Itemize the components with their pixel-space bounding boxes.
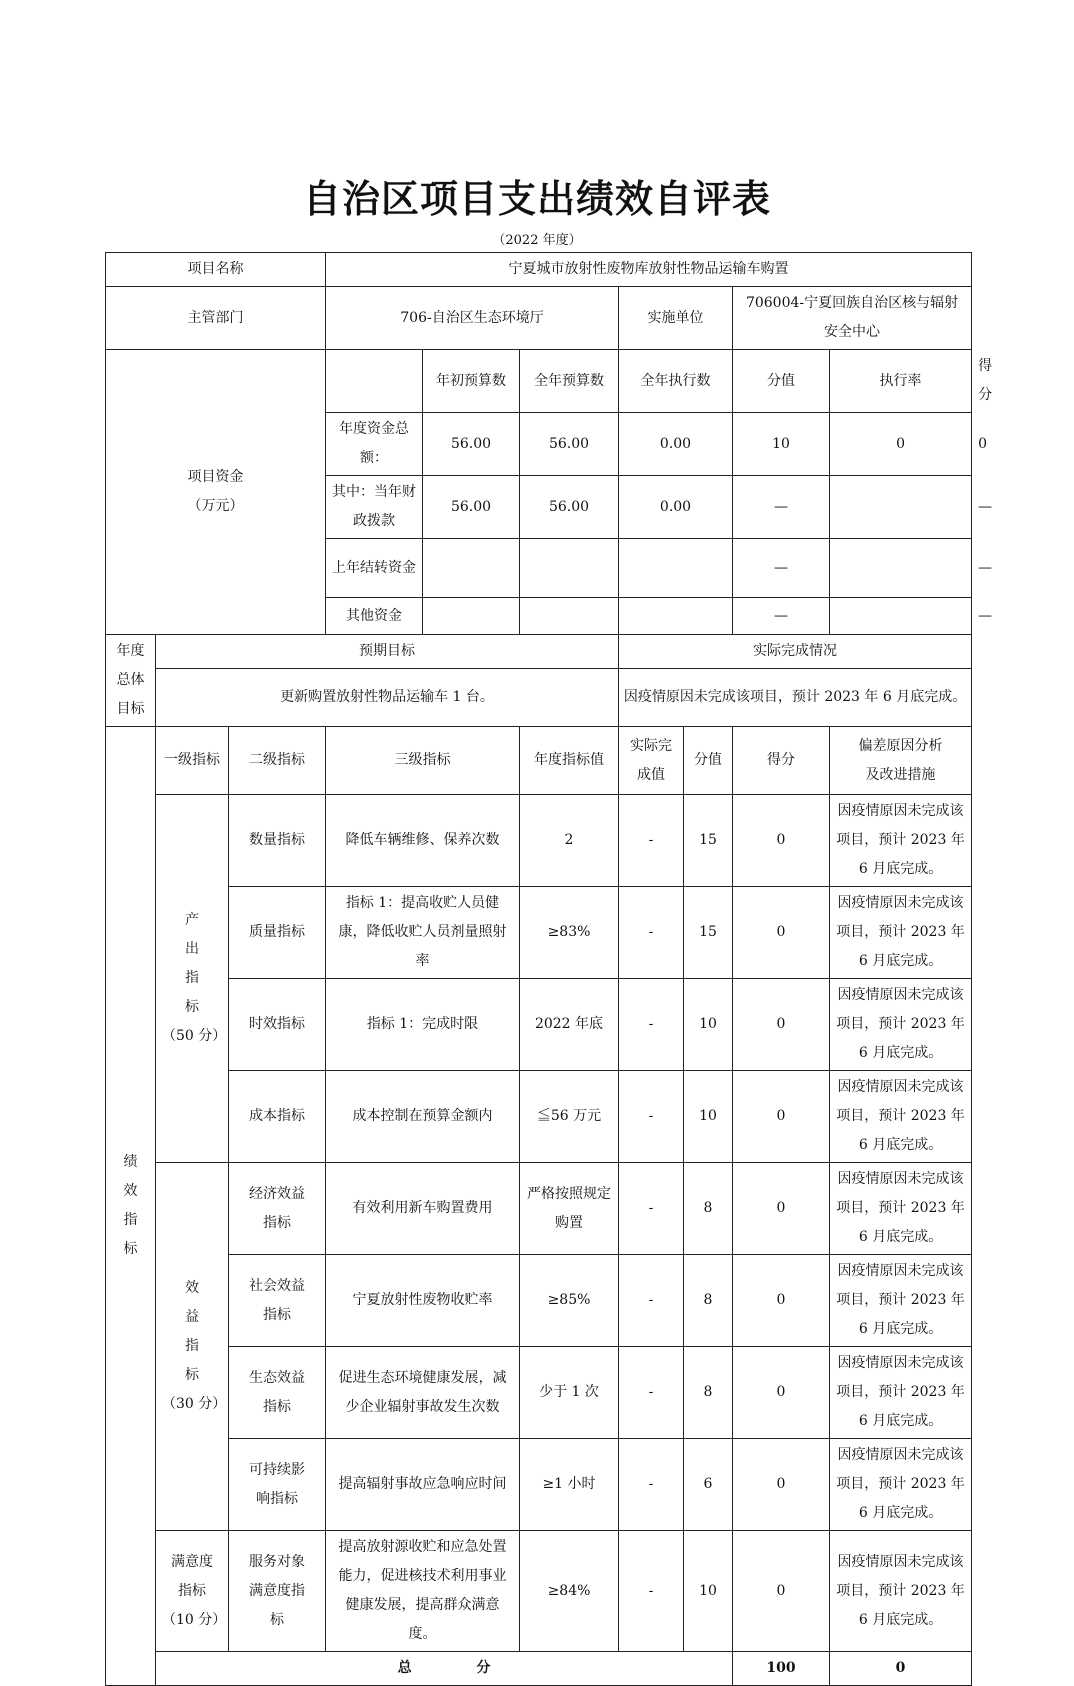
output-group-label <box>156 795 229 1163</box>
indicator-reason: 因疫情原因未完成该项目，预计 2023 年 6 月底完成。 <box>830 795 972 887</box>
header-target: 年度指标值 <box>520 727 619 795</box>
indicators-label-1: 绩 <box>123 1154 138 1170</box>
indicator-level2: 质量指标 <box>229 887 326 979</box>
impl-label: 实施单位 <box>619 287 733 350</box>
indicators-label-2: 效 <box>123 1183 138 1199</box>
funds-row: 年度资金总额： 56.00 56.00 0.00 10 0 0 <box>106 413 972 476</box>
output-group-char: 标 <box>185 999 199 1015</box>
funds-row-full <box>520 598 619 635</box>
self-evaluation-table <box>105 252 993 1686</box>
indicator-target: 2022 年底 <box>520 979 619 1071</box>
indicator-score: 8 <box>684 1255 733 1347</box>
indicator-actual: - <box>619 1255 684 1347</box>
funds-header-score: 分值 <box>733 350 830 413</box>
indicator-level3: 提高放射源收贮和应急处置能力，促进核技术利用事业健康发展，提高群众满意度。 <box>326 1531 520 1652</box>
indicator-level3: 促进生态环境健康发展，减少企业辐射事故发生次数 <box>326 1347 520 1439</box>
funds-row-score: — <box>733 476 830 539</box>
funds-label-line1: 项目资金 <box>187 469 244 485</box>
indicator-got: 0 <box>733 795 830 887</box>
indicators-label <box>106 727 156 1686</box>
indicator-level3: 降低车辆维修、保养次数 <box>326 795 520 887</box>
actual-goal: 因疫情原因未完成该项目，预计 2023 年 6 月底完成。 <box>619 669 972 727</box>
funds-row-score: — <box>733 539 830 598</box>
indicator-level2: 经济效益指标 <box>229 1163 326 1255</box>
indicator-reason: 因疫情原因未完成该项目，预计 2023 年 6 月底完成。 <box>830 1439 972 1531</box>
project-value: 宁夏城市放射性废物库放射性物品运输车购置 <box>326 253 972 287</box>
funds-row-initial: 56.00 <box>423 413 520 476</box>
expected-goal-label: 预期目标 <box>156 635 619 669</box>
funds-header-full: 全年预算数 <box>520 350 619 413</box>
funds-row-exec <box>619 598 733 635</box>
project-row <box>106 253 972 287</box>
indicator-row <box>106 1347 972 1439</box>
goals-label <box>106 635 156 727</box>
indicator-level2: 成本指标 <box>229 1071 326 1163</box>
funds-row: 上年结转资金 — — <box>106 539 972 598</box>
indicator-target: ≥85% <box>520 1255 619 1347</box>
benefit-group-char: 标 <box>185 1367 199 1383</box>
indicator-row <box>106 1163 972 1255</box>
total-row <box>106 1652 972 1686</box>
indicator-level2: 可持续影响指标 <box>229 1439 326 1531</box>
satisfaction-group-line: 满意度 <box>171 1553 213 1570</box>
indicator-reason: 因疫情原因未完成该项目，预计 2023 年 6 月底完成。 <box>830 979 972 1071</box>
funds-row-name: 其中：当年财政拨款 <box>326 476 423 539</box>
indicator-target: 少于 1 次 <box>520 1347 619 1439</box>
indicator-target: 2 <box>520 795 619 887</box>
goals-label-3: 目标 <box>116 701 145 717</box>
indicator-level2: 时效指标 <box>229 979 326 1071</box>
indicator-actual: - <box>619 887 684 979</box>
output-group-char: 指 <box>185 970 199 986</box>
indicator-level2: 服务对象满意度指标 <box>229 1531 326 1652</box>
indicator-level3: 成本控制在预算金额内 <box>326 1071 520 1163</box>
indicator-score: 10 <box>684 1531 733 1652</box>
funds-row-rate: 0 <box>830 413 972 476</box>
funds-row-name: 上年结转资金 <box>326 539 423 598</box>
benefit-group-score: （30 分） <box>162 1396 227 1412</box>
indicator-score: 10 <box>684 979 733 1071</box>
benefit-group-char: 指 <box>185 1338 199 1354</box>
indicator-score: 15 <box>684 887 733 979</box>
funds-row-score: 10 <box>733 413 830 476</box>
indicator-target: ≥1 小时 <box>520 1439 619 1531</box>
indicator-level2: 数量指标 <box>229 795 326 887</box>
indicators-label-3: 指 <box>123 1212 138 1228</box>
project-label: 项目名称 <box>106 253 326 287</box>
goals-label-2: 总体 <box>116 672 145 688</box>
header-got: 得分 <box>733 727 830 795</box>
indicator-reason: 因疫情原因未完成该项目，预计 2023 年 6 月底完成。 <box>830 1531 972 1652</box>
impl-value: 706004-宁夏回族自治区核与辐射安全中心 <box>733 287 972 350</box>
funds-header-exec: 全年执行数 <box>619 350 733 413</box>
funds-row: 其中：当年财政拨款 56.00 56.00 0.00 — — <box>106 476 972 539</box>
satisfaction-group-score: （10 分） <box>162 1611 227 1628</box>
funds-row-initial <box>423 598 520 635</box>
indicator-row <box>106 979 972 1071</box>
indicator-level3: 指标 1：提高收贮人员健康，降低收贮人员剂量照射率 <box>326 887 520 979</box>
indicator-score: 8 <box>684 1163 733 1255</box>
indicator-level2: 生态效益指标 <box>229 1347 326 1439</box>
funds-row-exec: 0.00 <box>619 413 733 476</box>
indicator-reason: 因疫情原因未完成该项目，预计 2023 年 6 月底完成。 <box>830 1255 972 1347</box>
funds-row-name: 年度资金总额： <box>326 413 423 476</box>
total-score: 100 <box>733 1652 830 1686</box>
funds-row-full: 56.00 <box>520 413 619 476</box>
indicator-actual: - <box>619 979 684 1071</box>
indicator-score: 6 <box>684 1439 733 1531</box>
indicator-actual: - <box>619 1531 684 1652</box>
funds-row-rate <box>830 476 972 539</box>
funds-header-rate: 执行率 <box>830 350 972 413</box>
indicator-reason: 因疫情原因未完成该项目，预计 2023 年 6 月底完成。 <box>830 887 972 979</box>
indicator-target: ≥83% <box>520 887 619 979</box>
goals-header-row <box>106 635 972 669</box>
funds-row-initial <box>423 539 520 598</box>
indicator-got: 0 <box>733 979 830 1071</box>
indicator-actual: - <box>619 1163 684 1255</box>
funds-row-full: 56.00 <box>520 476 619 539</box>
indicator-row <box>106 1531 972 1652</box>
funds-header-row: 项目资金 （万元） 年初预算数 全年预算数 全年执行数 分值 执行率 得分 <box>106 350 972 413</box>
indicator-actual: - <box>619 795 684 887</box>
indicator-row <box>106 1255 972 1347</box>
indicator-reason: 因疫情原因未完成该项目，预计 2023 年 6 月底完成。 <box>830 1347 972 1439</box>
funds-row-name: 其他资金 <box>326 598 423 635</box>
indicators-label-4: 标 <box>123 1241 138 1257</box>
indicator-row <box>106 1071 972 1163</box>
funds-row-exec <box>619 539 733 598</box>
header-score: 分值 <box>684 727 733 795</box>
benefit-group-char: 效 <box>185 1280 199 1296</box>
indicator-target: ≥84% <box>520 1531 619 1652</box>
header-level1: 一级指标 <box>156 727 229 795</box>
indicator-got: 0 <box>733 1347 830 1439</box>
indicator-level3: 指标 1：完成时限 <box>326 979 520 1071</box>
satisfaction-group-line: 指标 <box>178 1582 206 1599</box>
indicator-target: ≦56 万元 <box>520 1071 619 1163</box>
total-got: 0 <box>830 1652 972 1686</box>
benefit-group-char: 益 <box>185 1309 199 1325</box>
funds-row-full <box>520 539 619 598</box>
funds-header-blank <box>326 350 423 413</box>
indicator-row <box>106 795 972 887</box>
indicator-got: 0 <box>733 1439 830 1531</box>
indicator-target: 严格按照规定购置 <box>520 1163 619 1255</box>
indicator-actual: - <box>619 1347 684 1439</box>
indicator-actual: - <box>619 1071 684 1163</box>
goals-label-1: 年度 <box>116 643 145 659</box>
indicator-score: 8 <box>684 1347 733 1439</box>
dept-label: 主管部门 <box>106 287 326 350</box>
header-reason: 偏差原因分析及改进措施 <box>830 727 972 795</box>
indicator-got: 0 <box>733 887 830 979</box>
funds-row-score: — <box>733 598 830 635</box>
indicator-level3: 提高辐射事故应急响应时间 <box>326 1439 520 1531</box>
indicators-header-row <box>106 727 972 795</box>
funds-header-initial: 年初预算数 <box>423 350 520 413</box>
indicator-score: 15 <box>684 795 733 887</box>
indicator-level3: 有效利用新车购置费用 <box>326 1163 520 1255</box>
indicator-level2: 社会效益指标 <box>229 1255 326 1347</box>
output-group-char: 产 <box>185 912 199 928</box>
indicator-actual: - <box>619 1439 684 1531</box>
funds-row: 其他资金 — — <box>106 598 972 635</box>
document-year: （2022 年度） <box>492 233 582 248</box>
funds-row-rate <box>830 539 972 598</box>
funds-label <box>106 350 326 635</box>
expected-goal: 更新购置放射性物品运输车 1 台。 <box>156 669 619 727</box>
indicator-got: 0 <box>733 1163 830 1255</box>
indicator-score: 10 <box>684 1071 733 1163</box>
dept-value: 706-自治区生态环境厅 <box>326 287 619 350</box>
indicator-got: 0 <box>733 1071 830 1163</box>
output-group-char: 出 <box>185 941 199 957</box>
funds-row-initial: 56.00 <box>423 476 520 539</box>
total-label: 总 分 <box>156 1652 733 1686</box>
funds-label-line2: （万元） <box>187 498 244 514</box>
header-level3: 三级指标 <box>326 727 520 795</box>
indicator-got: 0 <box>733 1531 830 1652</box>
dept-row <box>106 287 972 350</box>
funds-row-exec: 0.00 <box>619 476 733 539</box>
output-group-score: （50 分） <box>162 1028 227 1044</box>
indicator-row <box>106 1439 972 1531</box>
document-title: 自治区项目支出绩效自评表 <box>302 177 771 221</box>
indicator-level3: 宁夏放射性废物收贮率 <box>326 1255 520 1347</box>
benefit-group-label <box>156 1163 229 1531</box>
satisfaction-group-label <box>156 1531 229 1652</box>
indicator-got: 0 <box>733 1255 830 1347</box>
funds-row-rate <box>830 598 972 635</box>
indicator-reason: 因疫情原因未完成该项目，预计 2023 年 6 月底完成。 <box>830 1163 972 1255</box>
actual-goal-label: 实际完成情况 <box>619 635 972 669</box>
header-actual: 实际完成值 <box>619 727 684 795</box>
indicator-row <box>106 887 972 979</box>
indicator-reason: 因疫情原因未完成该项目，预计 2023 年 6 月底完成。 <box>830 1071 972 1163</box>
header-level2: 二级指标 <box>229 727 326 795</box>
goals-row <box>106 669 972 727</box>
